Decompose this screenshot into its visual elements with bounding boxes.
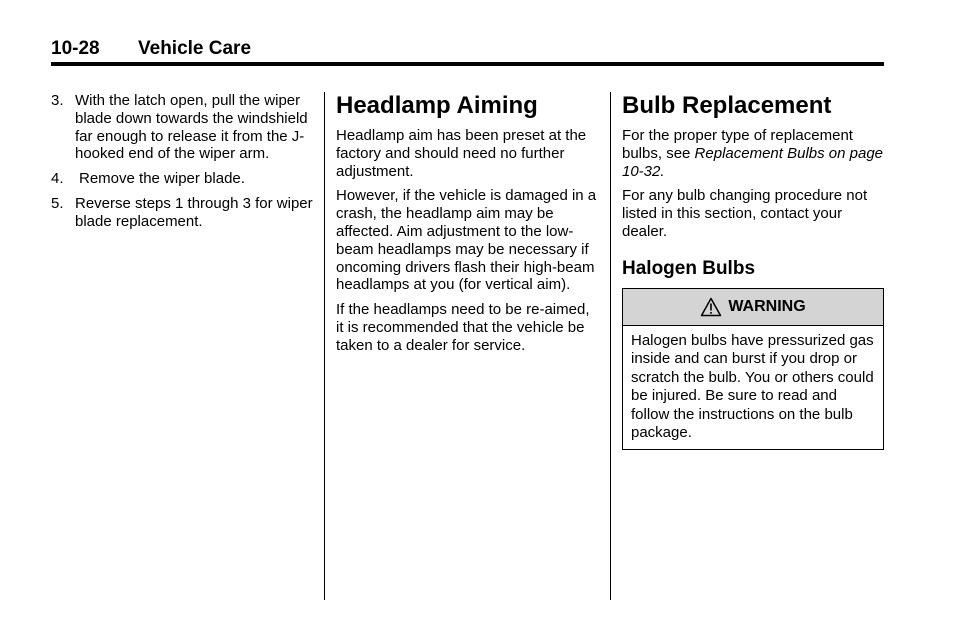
warning-label: WARNING [728, 297, 806, 315]
list-item [51, 170, 313, 188]
list-item [51, 92, 313, 163]
halogen-bulbs-heading: Halogen Bulbs [622, 257, 756, 279]
column-headlamp-aiming [336, 92, 598, 362]
header-rule [51, 62, 884, 66]
paragraph [622, 127, 884, 180]
paragraph: If the headlamps need to be re-aimed, it is recommended that the vehicle be taken to a dealer for service. [336, 301, 590, 354]
step-text: Reverse steps 1 through 3 for wiper blade replacement. [75, 194, 313, 230]
column-wiper-steps [51, 92, 313, 238]
step-text: With the latch open, pull the wiper blade down towards the windshield far enough to release it from the J-hooked end of the wiper arm. [75, 92, 308, 163]
step-number: 3. [51, 92, 64, 109]
column-bulb-replacement [622, 92, 884, 450]
paragraph: However, if the vehicle is damaged in a crash, the headlamp aim may be affected. Aim adjustment to the low-beam headlamps may be necessary if oncoming drivers flash their high-beam headlamps at you (for vertical aim). [336, 187, 597, 294]
section-title: Vehicle Care [138, 38, 252, 59]
cross-reference-link[interactable]: Replacement Bulbs on page 10-32 [622, 144, 884, 180]
paragraph: Headlamp aim has been preset at the factory and should need no further adjustment. [336, 127, 587, 180]
headlamp-aiming-heading: Headlamp Aiming [336, 92, 538, 119]
page-header [51, 38, 884, 62]
step-text: Remove the wiper blade. [79, 170, 245, 188]
warning-triangle-icon [700, 297, 722, 317]
bulb-replacement-heading: Bulb Replacement [622, 92, 832, 119]
warning-text: Halogen bulbs have pressurized gas inside and can burst if you drop or scratch the bulb. You or others could be injured. Be sure to read and follow the instructions on the bulb package. [631, 331, 874, 442]
column-divider-1 [324, 92, 325, 600]
column-divider-2 [610, 92, 611, 600]
paragraph-end: . [660, 162, 665, 180]
paragraph-text: For the proper type of replacement bulbs, see [622, 127, 853, 162]
step-number: 5. [51, 194, 64, 212]
page-number: 10-28 [51, 38, 100, 59]
paragraph: For any bulb changing procedure not listed in this section, contact your dealer. [622, 187, 868, 240]
steps-list [51, 92, 313, 231]
warning-box [622, 288, 884, 450]
list-item [51, 195, 313, 231]
step-number: 4. [51, 170, 64, 188]
warning-header [623, 289, 883, 326]
